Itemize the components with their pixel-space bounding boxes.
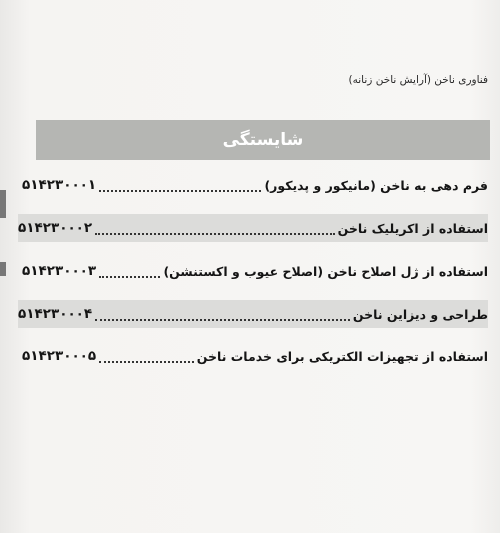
page-edge-shadow — [0, 190, 6, 218]
competency-label: استفاده از تجهیزات الکتریکی برای خدمات ناخن — [196, 348, 488, 364]
competency-code: ۵۱۴۲۳۰۰۰۱ — [22, 177, 97, 193]
book-title: فناوری ناخن (آرایش ناخن زنانه) — [348, 74, 488, 86]
competency-row — [22, 257, 488, 285]
competency-row — [18, 300, 488, 328]
competency-label: فرم دهی به ناخن (مانیکور و پدیکور) — [264, 177, 488, 193]
leader-dots — [99, 189, 261, 192]
competency-label: طراحی و دیزاین ناخن — [352, 306, 488, 322]
competency-row — [22, 342, 488, 370]
section-header-title: شایستگی — [222, 130, 304, 150]
competency-code: ۵۱۴۲۳۰۰۰۵ — [22, 348, 97, 364]
competency-row — [22, 171, 488, 199]
competency-row — [18, 214, 488, 242]
leader-dots — [99, 275, 160, 278]
competency-code: ۵۱۴۲۳۰۰۰۳ — [22, 263, 97, 279]
leader-dots — [95, 318, 350, 321]
competency-label: استفاده از اکریلیک ناخن — [337, 220, 488, 236]
competency-code: ۵۱۴۲۳۰۰۰۴ — [18, 306, 93, 322]
section-header-bar — [36, 120, 490, 160]
competency-label: استفاده از ژل اصلاح ناخن (اصلاح عیوب و اکستنشن) — [163, 263, 488, 279]
competency-code: ۵۱۴۲۳۰۰۰۲ — [18, 220, 93, 236]
leader-dots — [99, 360, 194, 363]
leader-dots — [95, 232, 334, 235]
page-edge-shadow — [0, 262, 6, 276]
